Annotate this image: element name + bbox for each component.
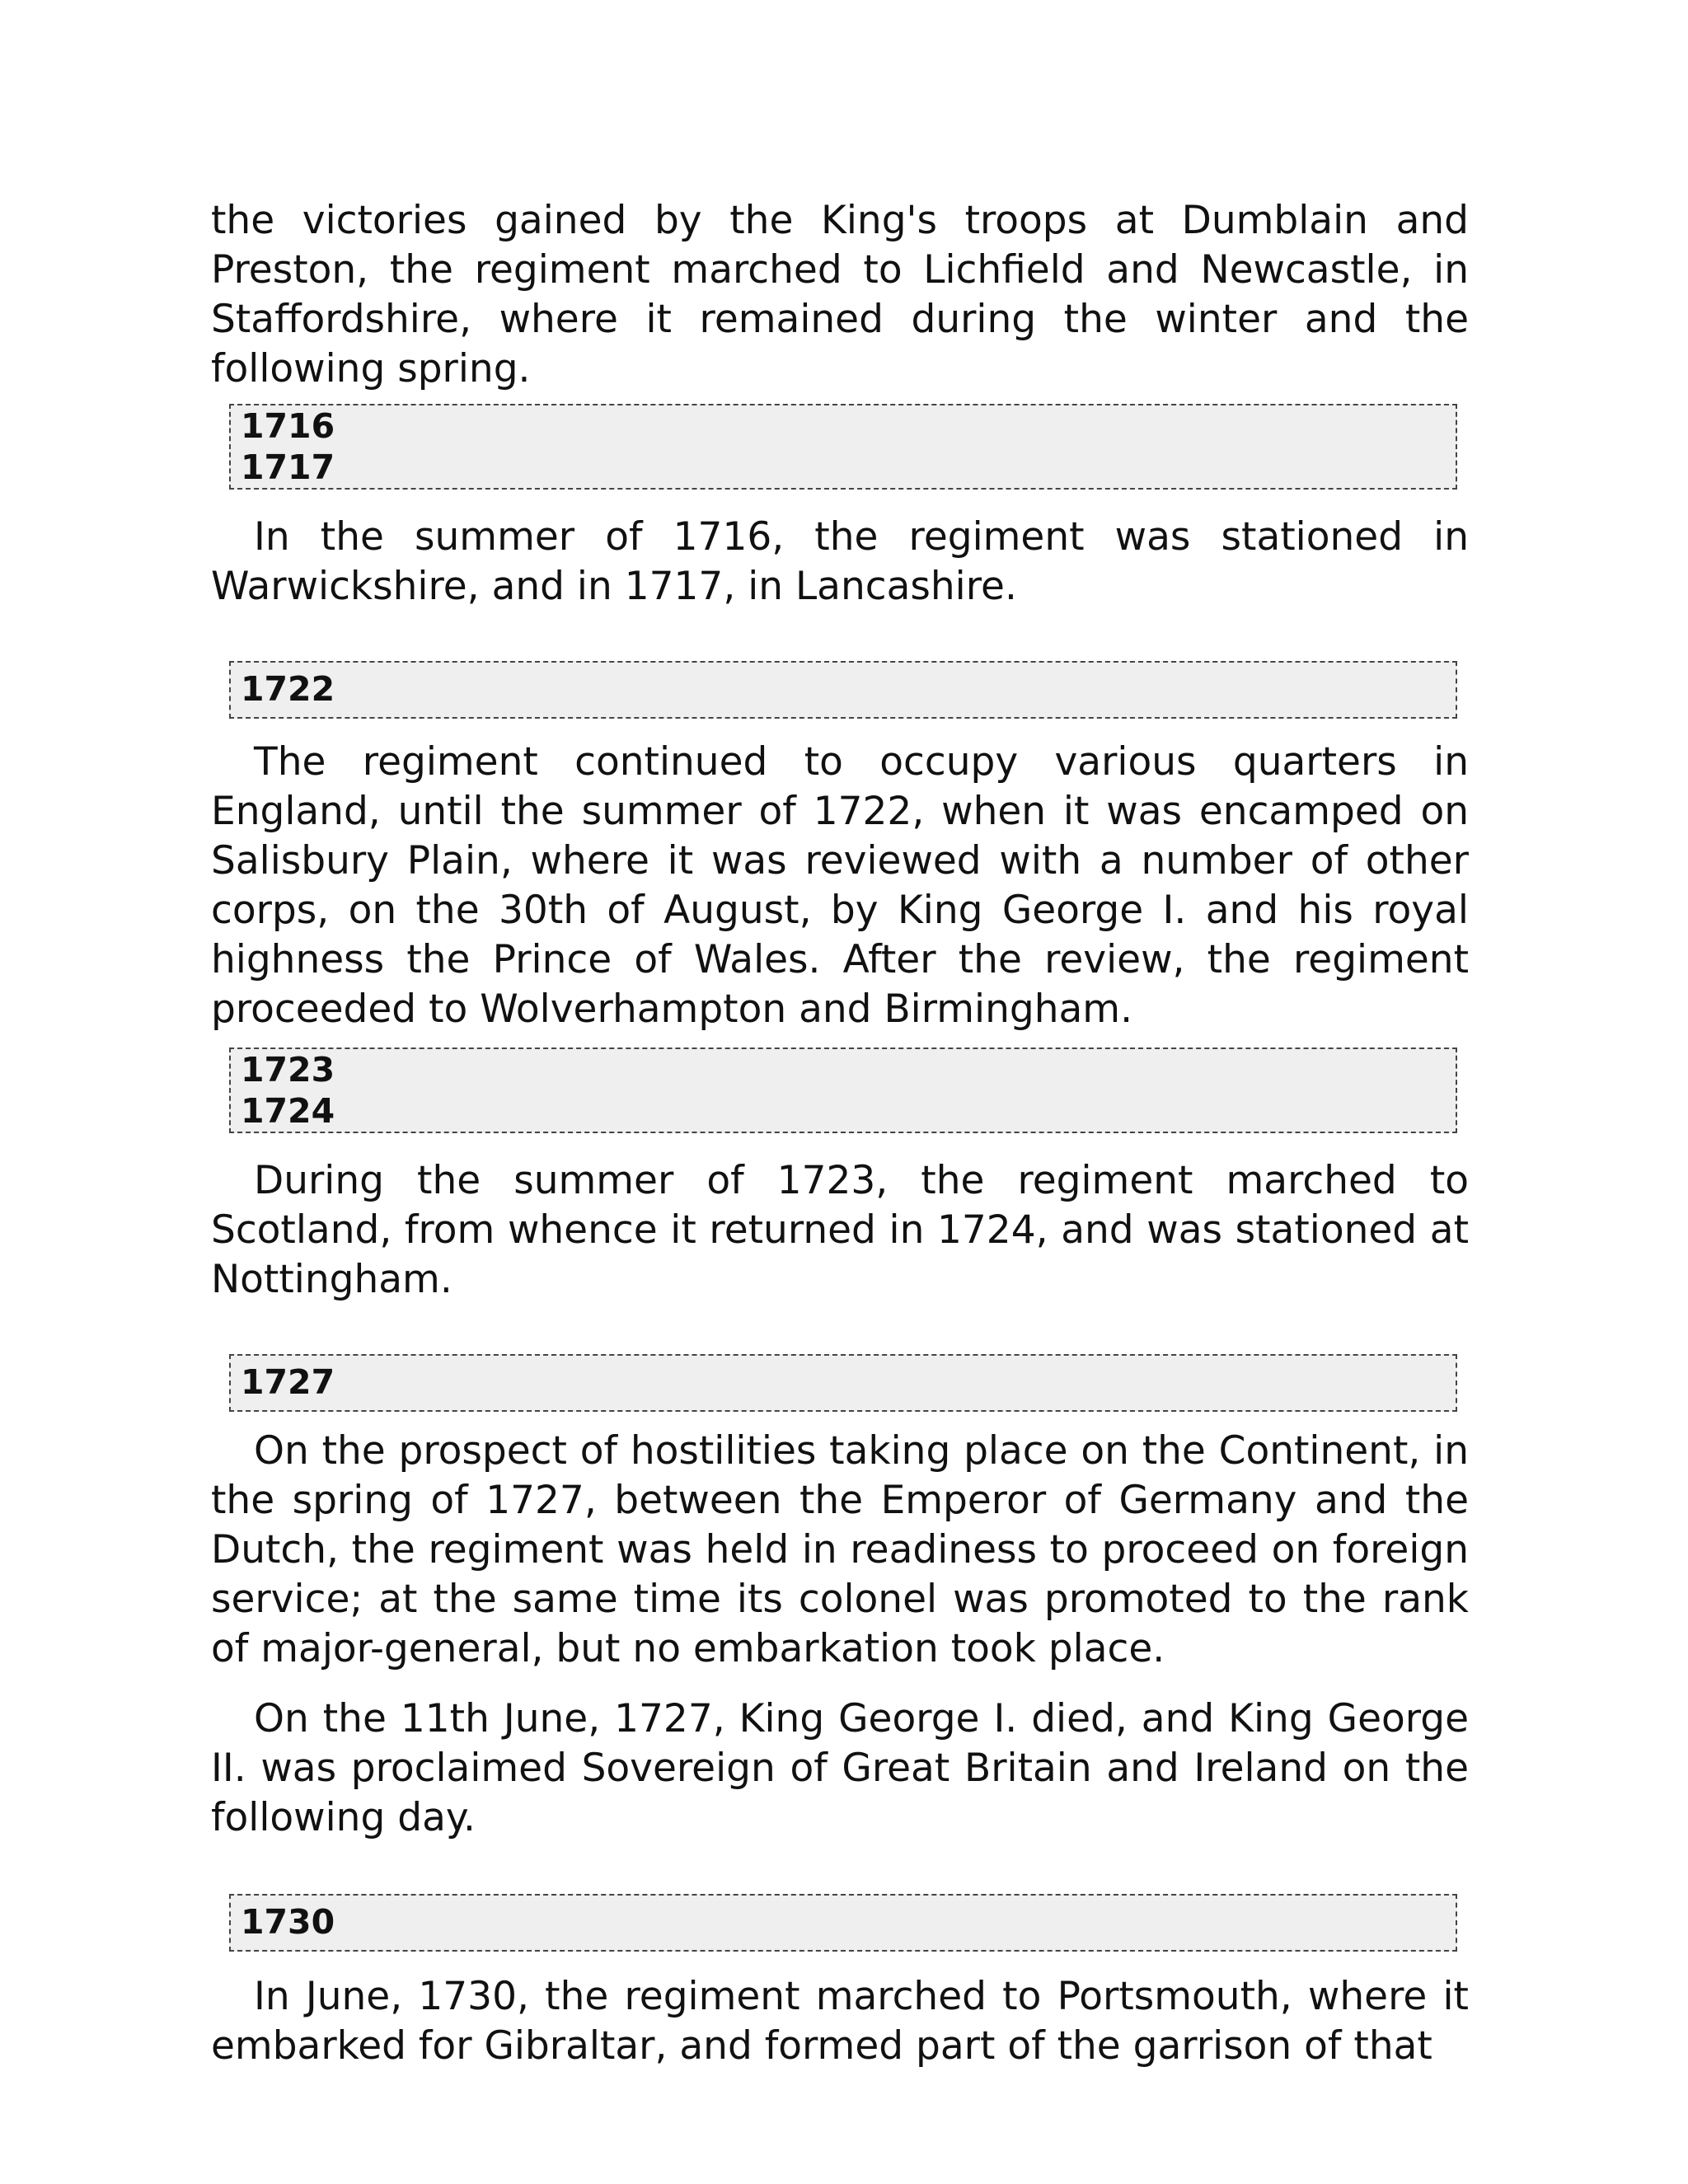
year-label: 1723	[241, 1050, 335, 1090]
year-sidenote-1716-1717	[229, 404, 1457, 490]
paragraph: The regiment continued to occupy various quarters in England, until the summer of 1722, when it was encamped on Salisbury Plain, where it was reviewed with a number of other corps, on the 30th of August, by King George I. and his royal highness the Prince of Wales. After the review, the regiment proceeded to Wolverhampton and Birmingham.	[211, 739, 1469, 1032]
document-page	[211, 196, 1469, 2071]
year-label: 1730	[241, 1902, 335, 1942]
year-sidenote-1730	[229, 1894, 1457, 1952]
paragraph: In June, 1730, the regiment marched to Portsmouth, where it embarked for Gibraltar, and formed part of the garrison of that	[211, 1974, 1469, 2069]
year-label: 1716	[241, 406, 335, 446]
year-sidenote-1722	[229, 661, 1457, 719]
year-label: 1722	[241, 669, 335, 709]
paragraph: On the prospect of hostilities taking place on the Continent, in the spring of 1727, between the Emperor of Germany and the Dutch, the regiment was held in readiness to proceed on foreign service; at the same time its colonel was promoted to the rank of major-general, but no embarkation took place.	[211, 1428, 1469, 1671]
paragraph-continued: the victories gained by the King's troops at Dumblain and Preston, the regiment marched to Lichfield and Newcastle, in Staffordshire, where it remained during the winter and the following spring.	[211, 198, 1469, 391]
year-label: 1727	[241, 1362, 335, 1402]
paragraph: On the 11th June, 1727, King George I. died, and King George II. was proclaimed Sovereign of Great Britain and Ireland on the following day.	[211, 1696, 1469, 1840]
year-sidenote-1723-1724	[229, 1047, 1457, 1133]
paragraph: During the summer of 1723, the regiment marched to Scotland, from whence it returned in 1724, and was stationed at Nottingham.	[211, 1158, 1469, 1302]
year-sidenote-1727	[229, 1354, 1457, 1412]
year-label: 1717	[241, 448, 335, 487]
year-label: 1724	[241, 1091, 335, 1131]
paragraph: In the summer of 1716, the regiment was stationed in Warwickshire, and in 1717, in Lancashire.	[211, 514, 1469, 609]
